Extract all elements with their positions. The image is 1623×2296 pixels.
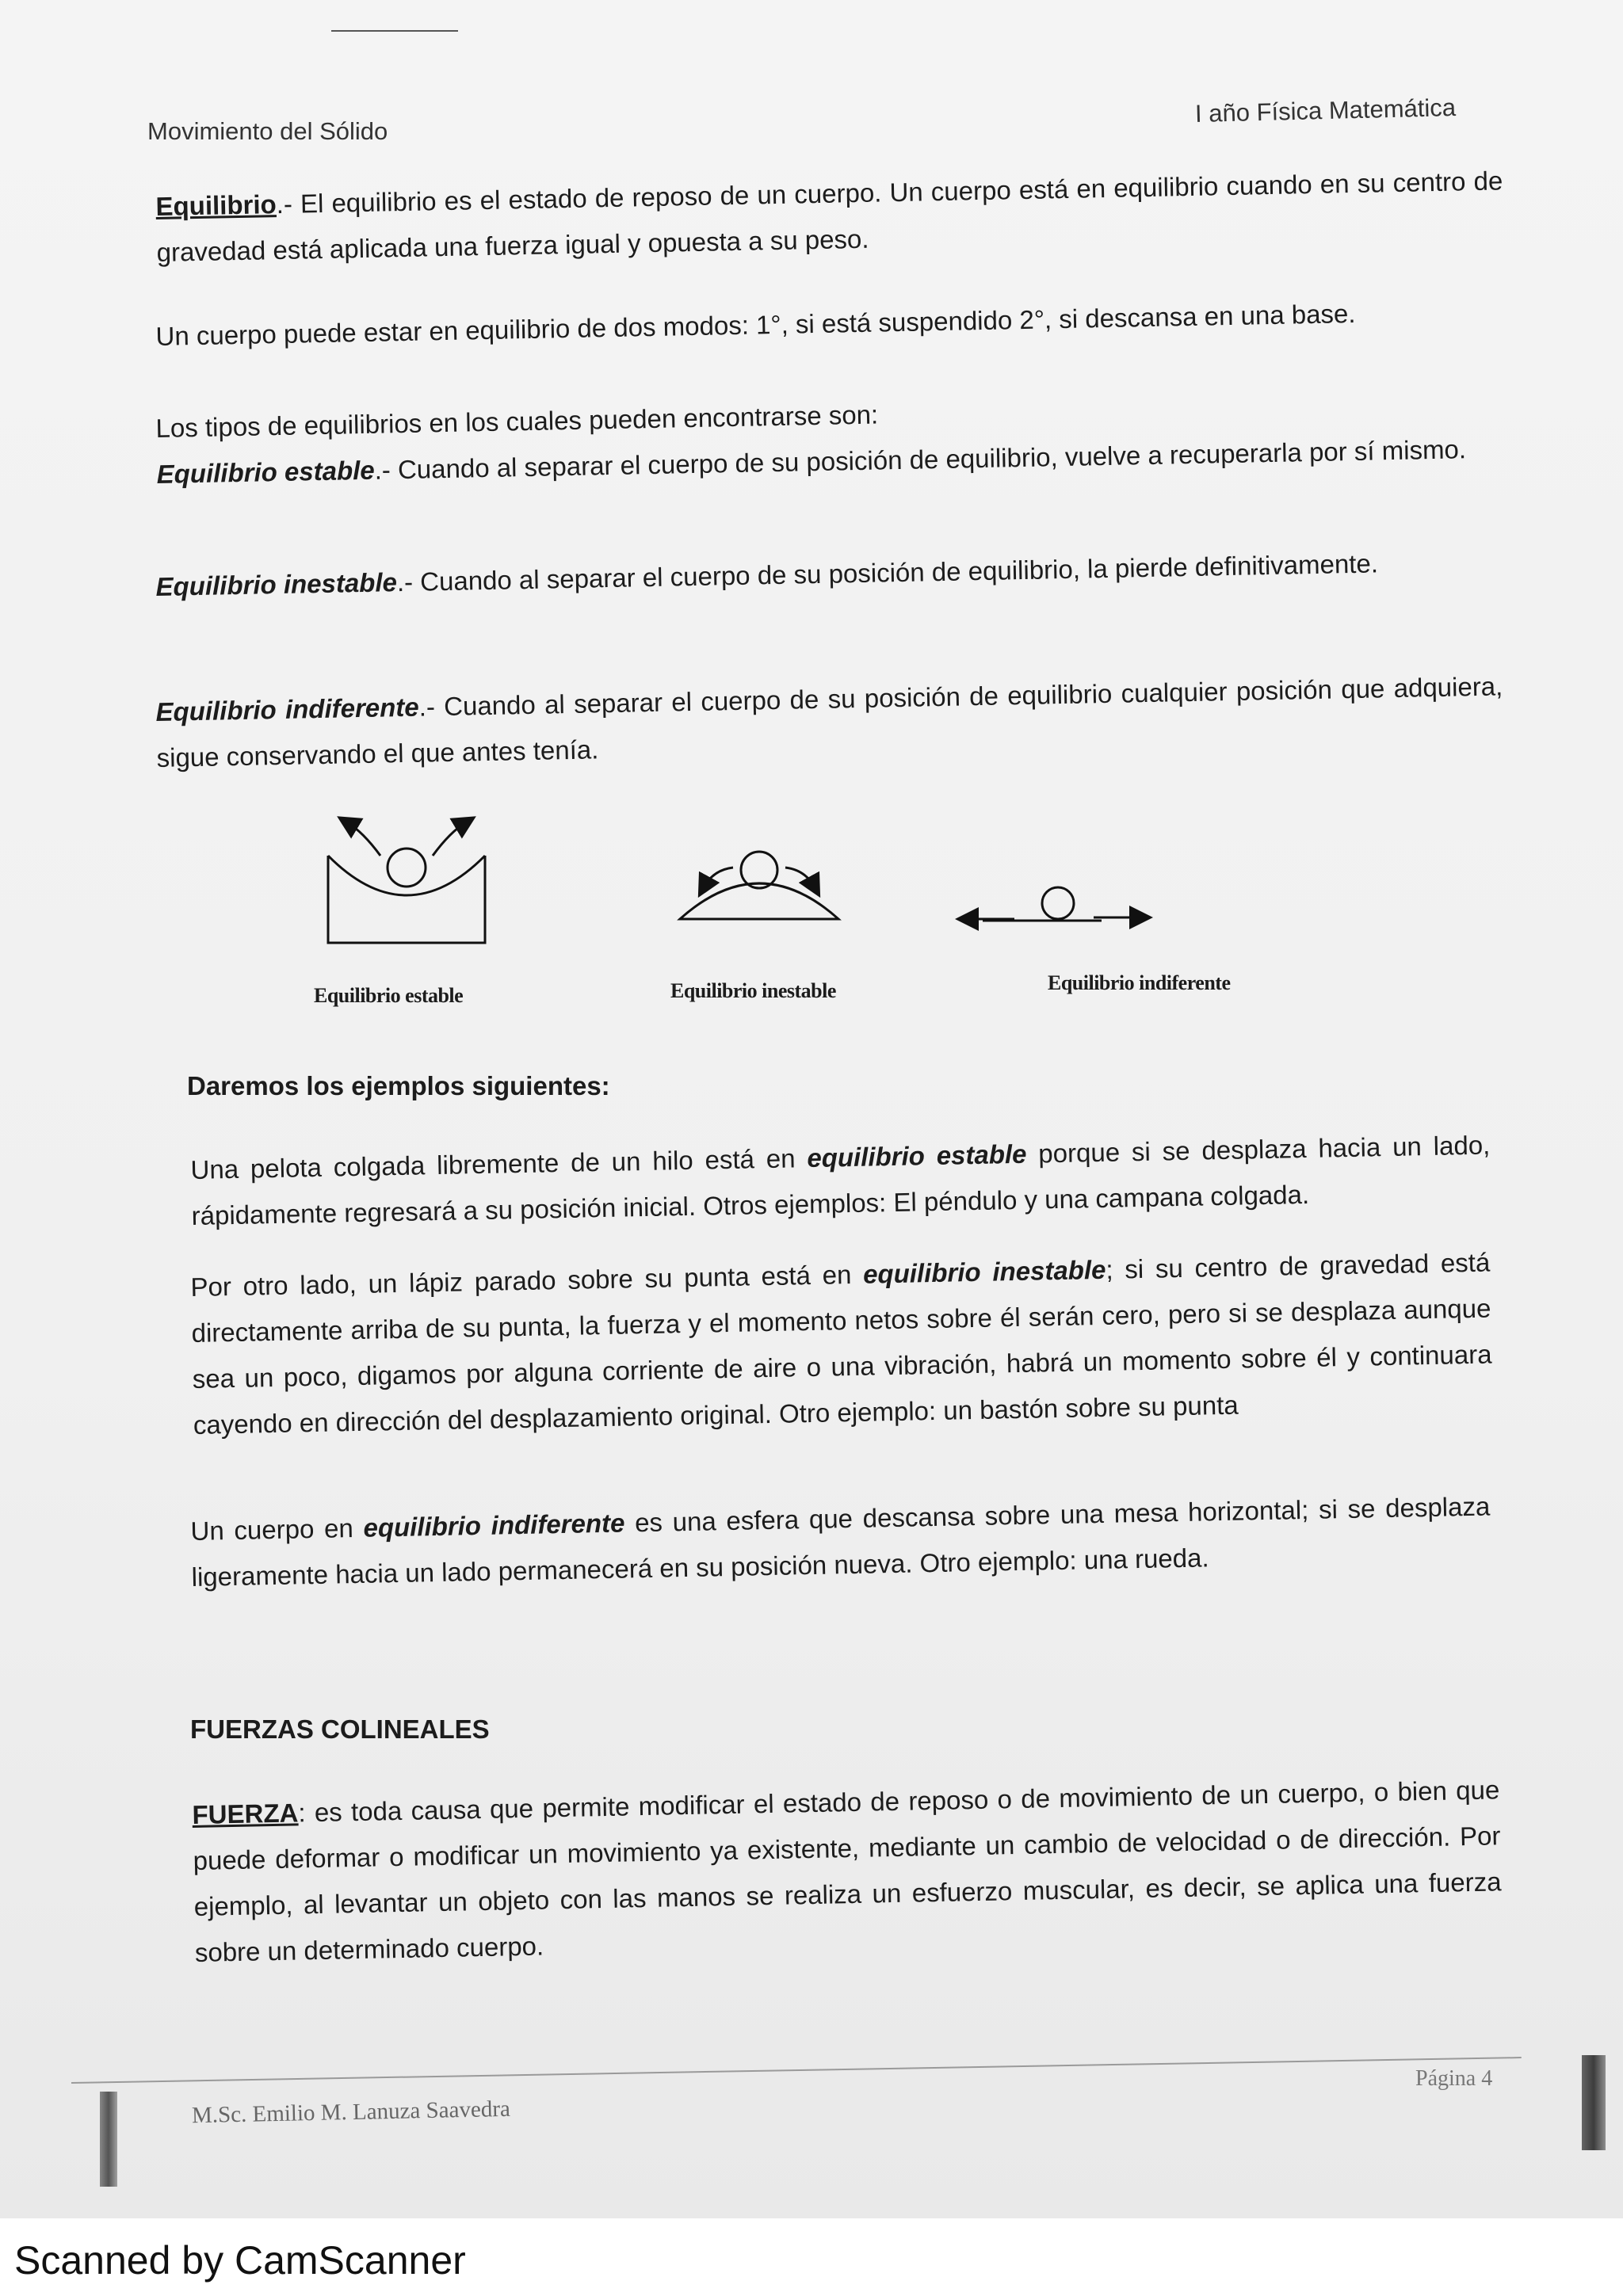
stable-equilibrium-diagram bbox=[328, 822, 485, 943]
unstable-text: .- Cuando al separar el cuerpo de su posición de equilibrio, la pierde definitivamente. bbox=[396, 548, 1379, 597]
example-stable-paragraph bbox=[190, 1123, 1491, 1239]
section-title: FUERZAS COLINEALES bbox=[190, 1714, 490, 1744]
example-stable-a: Una pelota colgada libremente de un hilo está en bbox=[190, 1143, 808, 1184]
example-indifferent-paragraph bbox=[190, 1484, 1491, 1600]
example-indifferent-a: Un cuerpo en bbox=[190, 1512, 364, 1546]
intro-paragraph bbox=[155, 158, 1504, 276]
indifferent-equilibrium-diagram bbox=[967, 887, 1141, 921]
scanner-footer bbox=[0, 2218, 1623, 2296]
intro-lead: Equilibrio bbox=[155, 189, 277, 221]
footer-rule bbox=[71, 2057, 1522, 2084]
example-unstable-paragraph bbox=[190, 1240, 1493, 1448]
unstable-term: Equilibrio inestable bbox=[155, 567, 398, 601]
binder-clip-left bbox=[100, 2092, 117, 2187]
stable-text: .- Cuando al separar el cuerpo de su posición de equilibrio, vuelve a recuperarla por sí mismo. bbox=[374, 434, 1467, 485]
stable-term: Equilibrio estable bbox=[156, 455, 376, 489]
unstable-paragraph bbox=[155, 538, 1503, 610]
types-paragraph bbox=[155, 379, 1504, 498]
example-indifferent-term: equilibrio indiferente bbox=[363, 1508, 625, 1543]
scanner-watermark: Scanned by CamScanner bbox=[14, 2238, 466, 2283]
indifferent-caption: Equilibrio indiferente bbox=[1048, 971, 1231, 994]
indifferent-term: Equilibrio indiferente bbox=[155, 692, 420, 727]
header-left: Movimiento del Sólido bbox=[147, 117, 388, 145]
example-unstable-b: ; si su centro de gravedad está directamente arriba de su punta, la fuerza y el momento netos sobre él serán cero, pero si se desplaza aunque sea un poco, digamos por alguna corriente de aire o una vibración, habrá un momento sobre él y continuara cayendo en dirección del desplazamiento original. Otro ejemplo: un bastón sobre su punta bbox=[191, 1247, 1492, 1440]
top-rule bbox=[331, 30, 458, 32]
example-unstable-term: equilibrio inestable bbox=[862, 1254, 1106, 1289]
unstable-equilibrium-diagram bbox=[680, 852, 838, 919]
force-lead: FUERZA bbox=[192, 1798, 299, 1829]
stable-caption: Equilibrio estable bbox=[314, 984, 464, 1007]
footer-author: M.Sc. Emilio M. Lanuza Saavedra bbox=[191, 2096, 511, 2129]
types-intro: Los tipos de equilibrios en los cuales pueden encontrarse son: bbox=[155, 399, 879, 443]
example-unstable-a: Por otro lado, un lápiz parado sobre su punta está en bbox=[190, 1259, 864, 1302]
indifferent-text: .- Cuando al separar el cuerpo de su posición de equilibrio cualquier posición que adquiera, sigue conservando el que antes tenía. bbox=[156, 671, 1503, 772]
header-right: I año Física Matemática bbox=[1194, 93, 1457, 128]
example-indifferent-b: es una esfera que descansa sobre una mesa horizontal; si se desplaza ligeramente hacia un lado permanecerá en su posición nueva. Otro ejemplo: una rueda. bbox=[191, 1491, 1491, 1592]
indifferent-paragraph bbox=[155, 663, 1504, 781]
unstable-caption: Equilibrio inestable bbox=[670, 979, 836, 1002]
intro-text: .- El equilibrio es el estado de reposo de un cuerpo. Un cuerpo está en equilibrio cuando en su centro de gravedad está aplicada una fuerza igual y opuesta a su peso. bbox=[156, 166, 1503, 267]
example-stable-b: porque si se desplaza hacia un lado, rápidamente regresará a su posición inicial. Otros ejemplos: El péndulo y una campana colgada. bbox=[191, 1130, 1491, 1230]
examples-heading: Daremos los ejemplos siguientes: bbox=[187, 1071, 610, 1100]
footer-page-number: Página 4 bbox=[1415, 2066, 1493, 2091]
force-paragraph bbox=[192, 1767, 1503, 1976]
binder-clip-right bbox=[1582, 2055, 1606, 2150]
force-text: : es toda causa que permite modificar el estado de reposo o de movimiento de un cuerpo, o bien que puede deformar o modificar un movimiento ya existente, mediante un cambio de velocidad o de dirección. Por ejemplo, al levantar un objeto con las manos se realiza un esfuerzo muscular, es decir, se aplica una fuerza sobre un determinado cuerpo. bbox=[193, 1775, 1502, 1967]
modes-paragraph: Un cuerpo puede estar en equilibrio de dos modos: 1°, si está suspendido 2°, si descansa en una base. bbox=[155, 298, 1356, 351]
example-stable-term: equilibrio estable bbox=[807, 1138, 1027, 1173]
